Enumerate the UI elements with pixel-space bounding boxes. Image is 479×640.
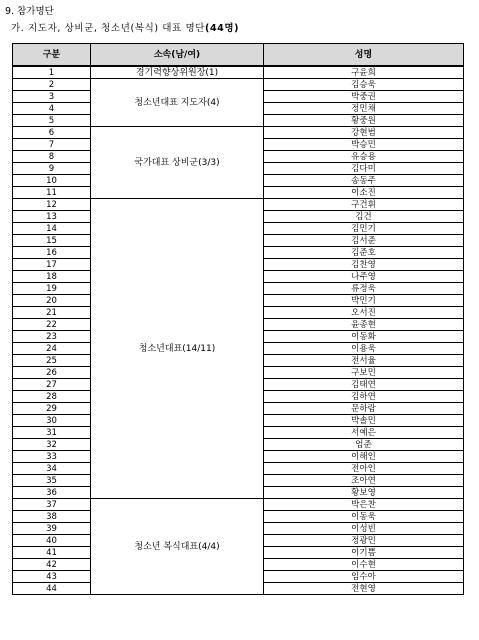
member-name: 이기쁨 [264, 547, 464, 559]
member-name: 이용욱 [264, 343, 464, 355]
row-number: 27 [13, 379, 91, 391]
row-number: 9 [13, 163, 91, 175]
row-number: 43 [13, 571, 91, 583]
member-name: 황보영 [264, 487, 464, 499]
member-name: 김하연 [264, 391, 464, 403]
subsection-title [11, 20, 239, 34]
member-name: 윤종현 [264, 319, 464, 331]
row-number: 22 [13, 319, 91, 331]
member-name: 오서진 [264, 307, 464, 319]
member-name: 이수현 [264, 559, 464, 571]
table-row [13, 127, 464, 139]
table-row [13, 199, 464, 211]
row-number: 44 [13, 583, 91, 595]
member-name: 류정욱 [264, 283, 464, 295]
row-number: 14 [13, 223, 91, 235]
row-number: 17 [13, 259, 91, 271]
header-row [13, 44, 464, 67]
row-number: 21 [13, 307, 91, 319]
member-name: 박승민 [264, 139, 464, 151]
row-number: 11 [13, 187, 91, 199]
row-number: 33 [13, 451, 91, 463]
member-name: 정민채 [264, 103, 464, 115]
row-number: 23 [13, 331, 91, 343]
row-number: 39 [13, 523, 91, 535]
member-name: 김다미 [264, 163, 464, 175]
row-number: 38 [13, 511, 91, 523]
row-number: 37 [13, 499, 91, 511]
row-number: 29 [13, 403, 91, 415]
row-number: 24 [13, 343, 91, 355]
row-number: 3 [13, 91, 91, 103]
header-affiliation: 소속(남/여) [91, 44, 264, 67]
member-name: 이동욱 [264, 511, 464, 523]
member-name: 김서준 [264, 235, 464, 247]
row-number: 5 [13, 115, 91, 127]
member-name: 전서율 [264, 355, 464, 367]
member-name: 박민기 [264, 295, 464, 307]
member-name: 이해인 [264, 451, 464, 463]
member-name: 엄준 [264, 439, 464, 451]
row-number: 20 [13, 295, 91, 307]
row-number: 7 [13, 139, 91, 151]
row-number: 41 [13, 547, 91, 559]
member-name: 구건휘 [264, 199, 464, 211]
member-name: 강현범 [264, 127, 464, 139]
row-number: 6 [13, 127, 91, 139]
row-number: 19 [13, 283, 91, 295]
table-row [13, 66, 464, 79]
row-number: 18 [13, 271, 91, 283]
row-number: 36 [13, 487, 91, 499]
header-name: 성명 [264, 44, 464, 67]
member-name: 김준호 [264, 247, 464, 259]
member-name: 김찬영 [264, 259, 464, 271]
roster-sheet [12, 43, 463, 634]
table-row [13, 79, 464, 91]
affiliation-cell: 경기력향상위원장(1) [91, 66, 264, 79]
roster-body [13, 66, 464, 595]
member-name: 김승욱 [264, 79, 464, 91]
row-number: 2 [13, 79, 91, 91]
row-number: 28 [13, 391, 91, 403]
member-name: 김건 [264, 211, 464, 223]
member-name: 정광민 [264, 535, 464, 547]
member-name: 이소진 [264, 187, 464, 199]
row-number: 1 [13, 66, 91, 79]
affiliation-cell: 청소년 복식대표(4/4) [91, 499, 264, 595]
row-number: 15 [13, 235, 91, 247]
member-name: 황중원 [264, 115, 464, 127]
row-number: 30 [13, 415, 91, 427]
member-name: 이동화 [264, 331, 464, 343]
participant-count: (44명) [205, 23, 240, 34]
header-category: 구분 [13, 44, 91, 67]
row-number: 4 [13, 103, 91, 115]
row-number: 34 [13, 463, 91, 475]
member-name: 임수아 [264, 571, 464, 583]
member-name: 유승용 [264, 151, 464, 163]
row-number: 40 [13, 535, 91, 547]
row-number: 8 [13, 151, 91, 163]
member-name: 전아인 [264, 463, 464, 475]
member-name: 이성빈 [264, 523, 464, 535]
subsection-text: 가. 지도자, 상비군, 청소년(복식) 대표 명단 [11, 23, 206, 34]
member-name: 서예은 [264, 427, 464, 439]
row-number: 26 [13, 367, 91, 379]
row-number: 13 [13, 211, 91, 223]
roster-table [12, 43, 464, 595]
table-row [13, 499, 464, 511]
roster-header [13, 44, 464, 67]
section-title: 9. 참가명단 [5, 6, 54, 17]
member-name: 전현영 [264, 583, 464, 595]
member-name: 송동주 [264, 175, 464, 187]
row-number: 42 [13, 559, 91, 571]
row-number: 35 [13, 475, 91, 487]
member-name: 나주영 [264, 271, 464, 283]
row-number: 16 [13, 247, 91, 259]
member-name: 박중권 [264, 91, 464, 103]
member-name: 구윤희 [264, 66, 464, 79]
member-name: 조아연 [264, 475, 464, 487]
member-name: 박솔민 [264, 415, 464, 427]
row-number: 12 [13, 199, 91, 211]
member-name: 김태연 [264, 379, 464, 391]
row-number: 31 [13, 427, 91, 439]
member-name: 구보민 [264, 367, 464, 379]
member-name: 김민기 [264, 223, 464, 235]
row-number: 10 [13, 175, 91, 187]
row-number: 32 [13, 439, 91, 451]
affiliation-cell: 국가대표 상비군(3/3) [91, 127, 264, 199]
affiliation-cell: 청소년대표(14/11) [91, 199, 264, 499]
member-name: 문하람 [264, 403, 464, 415]
affiliation-cell: 청소년대표 지도자(4) [91, 79, 264, 127]
member-name: 박은찬 [264, 499, 464, 511]
row-number: 25 [13, 355, 91, 367]
